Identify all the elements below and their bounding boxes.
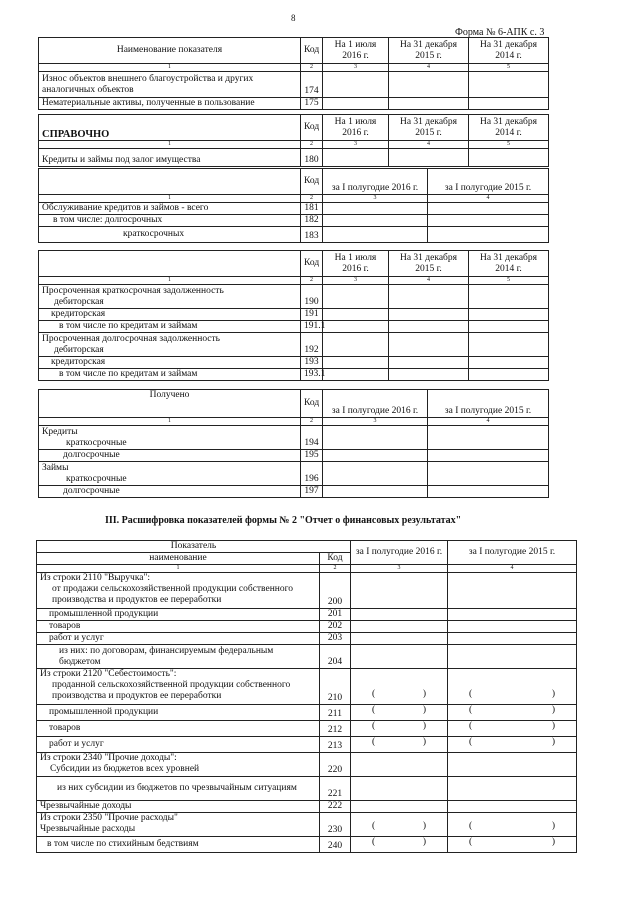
row-label: из них субсидии из бюджетов по чрезвычайным ситуациям <box>37 777 320 801</box>
table-row <box>39 227 549 243</box>
row-code: 222 <box>320 801 351 813</box>
value-cell[interactable] <box>389 309 469 321</box>
table-row <box>39 149 549 167</box>
table-row <box>37 573 577 609</box>
row-label: в том числе по кредитам и займам <box>39 321 301 333</box>
value-cell[interactable] <box>323 426 428 450</box>
value-cell[interactable] <box>389 357 469 369</box>
table-row <box>39 98 549 110</box>
row-code: 175 <box>301 98 323 110</box>
row-label <box>39 462 301 486</box>
row-code: 220 <box>320 753 351 777</box>
table-row <box>37 669 577 705</box>
row-code: 174 <box>301 72 323 98</box>
row-label: работ и услуг <box>37 737 320 753</box>
table-row <box>39 285 549 309</box>
row-sublabel: краткосрочные <box>66 438 127 448</box>
table-row <box>37 737 577 753</box>
header-col2: На 31 декабря 2015 г. <box>389 251 469 277</box>
group-title: Из строки 2110 "Выручка": <box>40 573 151 583</box>
colnum: 1 <box>39 418 301 426</box>
row-code: 210 <box>320 669 351 705</box>
value-cell[interactable] <box>323 215 428 227</box>
table-row <box>37 609 577 621</box>
table-row <box>37 753 577 777</box>
table-row <box>39 450 549 462</box>
row-label: промышленной продукции <box>37 609 320 621</box>
header-col2: за I полугодие 2015 г. <box>428 390 549 418</box>
row-code: 195 <box>301 450 323 462</box>
row-code: 193 <box>301 357 323 369</box>
table-row <box>37 801 577 813</box>
row-sublabel: Чрезвычайные расходы <box>40 824 136 834</box>
value-cell[interactable] <box>389 285 469 309</box>
row-sublabel: дебиторская <box>54 297 104 307</box>
row-code: 197 <box>301 486 323 498</box>
table-row <box>39 215 549 227</box>
header-col1: за I полугодие 2016 г. <box>323 390 428 418</box>
value-cell[interactable] <box>351 777 448 801</box>
value-cell[interactable]: ( ) <box>448 813 577 837</box>
row-sublabel: проданной сельскохозяйственной продукции собственного производства и продуктов ее переработки <box>52 680 291 701</box>
value-cell[interactable] <box>323 450 428 462</box>
value-cell[interactable]: ( ) <box>448 721 577 737</box>
colnum: 1 <box>39 64 301 72</box>
table-loan-service <box>38 168 549 243</box>
value-cell[interactable] <box>351 573 448 609</box>
value-cell[interactable] <box>323 98 389 110</box>
value-cell[interactable] <box>389 369 469 381</box>
row-label: работ и услуг <box>37 633 320 645</box>
header-col1: за I полугодие 2016 г. <box>323 169 428 195</box>
form-label: Форма № 6-АПК с. 3 <box>455 27 545 38</box>
header-indicator: Показатель <box>37 541 351 553</box>
row-label <box>39 285 301 309</box>
value-cell[interactable] <box>469 72 549 98</box>
value-cell[interactable] <box>428 215 549 227</box>
value-cell[interactable] <box>389 333 469 357</box>
value-cell[interactable]: ( ) <box>351 705 448 721</box>
row-code: 194 <box>301 426 323 450</box>
header-col1: На 1 июля 2016 г. <box>323 115 389 141</box>
header-col2: На 31 декабря 2015 г. <box>389 115 469 141</box>
table-row <box>37 705 577 721</box>
value-cell[interactable] <box>428 227 549 243</box>
value-cell[interactable] <box>428 486 549 498</box>
table-row <box>39 486 549 498</box>
value-cell[interactable] <box>351 621 448 633</box>
colnum: 3 <box>323 141 389 149</box>
row-label <box>39 426 301 450</box>
row-code: 204 <box>320 645 351 669</box>
colnum: 3 <box>323 277 389 285</box>
header-col2: за I полугодие 2015 г. <box>428 169 549 195</box>
table-row <box>39 309 549 321</box>
group-title: Кредиты <box>42 427 78 437</box>
header-code: Код <box>301 115 323 141</box>
row-sublabel: Субсидии из бюджетов всех уровней <box>50 764 200 774</box>
row-label <box>39 333 301 357</box>
table-row <box>37 721 577 737</box>
value-cell[interactable]: ( ) <box>448 705 577 721</box>
value-cell[interactable] <box>428 426 549 450</box>
row-label: в том числе по стихийным бедствиям <box>37 837 320 853</box>
row-code: 183 <box>301 227 323 243</box>
value-cell[interactable] <box>351 633 448 645</box>
row-code: 201 <box>320 609 351 621</box>
colnum: 4 <box>428 418 549 426</box>
table-row <box>39 369 549 381</box>
row-code: 180 <box>301 149 323 167</box>
header-col1: На 1 июля 2016 г. <box>323 38 389 64</box>
row-label: кредиторская <box>39 357 301 369</box>
value-cell[interactable]: ( ) <box>448 837 577 853</box>
colnum: 2 <box>301 418 323 426</box>
table-assets <box>38 37 549 110</box>
value-cell[interactable] <box>448 633 577 645</box>
value-cell[interactable] <box>469 333 549 357</box>
table-financial-results <box>36 540 577 853</box>
table-row <box>39 357 549 369</box>
row-label: промышленной продукции <box>37 705 320 721</box>
row-label: Обслуживание кредитов и займов - всего <box>39 203 301 215</box>
value-cell[interactable] <box>323 486 428 498</box>
row-code: 182 <box>301 215 323 227</box>
row-code: 212 <box>320 721 351 737</box>
value-cell[interactable] <box>323 357 389 369</box>
header-name: наименование <box>37 553 320 565</box>
header-col3: На 31 декабря 2014 г. <box>469 115 549 141</box>
group-title: Просроченная краткосрочная задолженность <box>42 286 224 296</box>
row-label: в том числе: долгосрочных <box>39 215 301 227</box>
value-cell[interactable] <box>448 645 577 669</box>
colnum: 5 <box>469 64 549 72</box>
section-reference-title: СПРАВОЧНО <box>39 115 301 141</box>
header-col3: На 31 декабря 2014 г. <box>469 251 549 277</box>
value-cell[interactable] <box>323 72 389 98</box>
table-reference <box>38 114 549 167</box>
value-cell[interactable]: ( ) <box>351 669 448 705</box>
row-sublabel: от продажи сельскохозяйственной продукции собственного производства и продуктов ее переработки <box>52 584 294 605</box>
value-cell[interactable] <box>323 203 428 215</box>
value-cell[interactable] <box>469 321 549 333</box>
colnum: 3 <box>351 565 448 573</box>
table-overdue-debt <box>38 250 549 381</box>
colnum: 1 <box>39 277 301 285</box>
row-label: из них: по договорам, финансируемым федеральным бюджетом <box>37 645 320 669</box>
table-row <box>37 621 577 633</box>
colnum: 3 <box>323 195 428 203</box>
table-row <box>39 426 549 450</box>
header-code: Код <box>301 169 323 195</box>
row-code: 202 <box>320 621 351 633</box>
value-cell[interactable] <box>351 645 448 669</box>
value-cell[interactable]: ( ) <box>351 737 448 753</box>
row-label <box>37 669 320 705</box>
header-name: Наименование показателя <box>39 38 301 64</box>
value-cell[interactable] <box>469 357 549 369</box>
colnum: 4 <box>389 64 469 72</box>
row-label: Кредиты и займы под залог имущества <box>39 149 301 167</box>
header-code: Код <box>320 553 351 565</box>
value-cell[interactable] <box>323 309 389 321</box>
colnum: 1 <box>39 195 301 203</box>
group-title: Из строки 2120 "Себестоимость": <box>40 669 177 679</box>
value-cell[interactable] <box>351 801 448 813</box>
header-name-empty <box>39 251 301 277</box>
row-label: краткосрочных <box>39 227 301 243</box>
header-name: Получено <box>39 390 301 418</box>
value-cell[interactable] <box>469 285 549 309</box>
colnum: 4 <box>428 195 549 203</box>
value-cell[interactable] <box>323 149 389 167</box>
colnum: 2 <box>320 565 351 573</box>
header-code: Код <box>301 251 323 277</box>
colnum: 2 <box>301 195 323 203</box>
value-cell[interactable] <box>351 753 448 777</box>
colnum: 4 <box>389 277 469 285</box>
header-col2: за I полугодие 2015 г. <box>448 541 577 565</box>
row-code: 213 <box>320 737 351 753</box>
table-row <box>39 203 549 215</box>
row-code: 230 <box>320 813 351 837</box>
table-received <box>38 389 549 498</box>
table-row <box>37 633 577 645</box>
value-cell[interactable] <box>323 333 389 357</box>
value-cell[interactable]: ( ) <box>351 721 448 737</box>
colnum: 1 <box>37 565 320 573</box>
table-row <box>37 837 577 853</box>
colnum: 2 <box>301 64 323 72</box>
value-cell[interactable] <box>448 621 577 633</box>
row-code: 191.1 <box>301 321 323 333</box>
value-cell[interactable] <box>448 573 577 609</box>
row-label <box>37 573 320 609</box>
colnum: 3 <box>323 64 389 72</box>
value-cell[interactable] <box>448 609 577 621</box>
value-cell[interactable] <box>448 753 577 777</box>
row-code: 181 <box>301 203 323 215</box>
value-cell[interactable] <box>469 149 549 167</box>
header-col1: за I полугодие 2016 г. <box>351 541 448 565</box>
value-cell[interactable] <box>448 777 577 801</box>
page-number: 8 <box>291 13 296 23</box>
row-label: товаров <box>37 621 320 633</box>
table-row <box>39 321 549 333</box>
value-cell[interactable] <box>428 203 549 215</box>
row-label: Износ объектов внешнего благоустройства и других аналогичных объектов <box>39 72 301 98</box>
value-cell[interactable] <box>323 227 428 243</box>
value-cell[interactable]: ( ) <box>351 813 448 837</box>
header-col1: На 1 июля 2016 г. <box>323 251 389 277</box>
value-cell[interactable] <box>323 462 428 486</box>
header-col3: На 31 декабря 2014 г. <box>469 38 549 64</box>
value-cell[interactable] <box>389 321 469 333</box>
group-title: Из строки 2350 "Прочие расходы" <box>40 813 178 823</box>
value-cell[interactable] <box>428 450 549 462</box>
row-label: кредиторская <box>39 309 301 321</box>
header-col2: На 31 декабря 2015 г. <box>389 38 469 64</box>
colnum: 1 <box>39 141 301 149</box>
row-label: Нематериальные активы, полученные в пользование <box>39 98 301 110</box>
colnum: 5 <box>469 141 549 149</box>
row-label: товаров <box>37 721 320 737</box>
value-cell[interactable] <box>469 369 549 381</box>
table-row <box>39 462 549 486</box>
row-label <box>37 813 320 837</box>
row-label: в том числе по кредитам и займам <box>39 369 301 381</box>
value-cell[interactable]: ( ) <box>448 669 577 705</box>
value-cell[interactable] <box>323 285 389 309</box>
header-code: Код <box>301 38 323 64</box>
row-label <box>37 753 320 777</box>
section-3-title: III. Расшифровка показателей формы № 2 "Отчет о финансовых результатах" <box>105 515 462 526</box>
value-cell[interactable]: ( ) <box>448 737 577 753</box>
header-code: Код <box>301 390 323 418</box>
value-cell[interactable] <box>323 369 389 381</box>
value-cell[interactable] <box>448 801 577 813</box>
table-row <box>37 645 577 669</box>
row-code: 190 <box>301 285 323 309</box>
row-code: 192 <box>301 333 323 357</box>
value-cell[interactable] <box>389 72 469 98</box>
value-cell[interactable] <box>351 609 448 621</box>
row-label: долгосрочные <box>39 450 301 462</box>
row-code: 196 <box>301 462 323 486</box>
row-sublabel: дебиторская <box>54 345 104 355</box>
table-row <box>37 777 577 801</box>
row-label: Чрезвычайные доходы <box>37 801 320 813</box>
colnum: 3 <box>323 418 428 426</box>
row-label: долгосрочные <box>39 486 301 498</box>
colnum: 4 <box>389 141 469 149</box>
row-code: 240 <box>320 837 351 853</box>
table-row <box>37 813 577 837</box>
group-title: Просроченная долгосрочная задолженность <box>42 334 221 344</box>
table-row <box>39 72 549 98</box>
row-code: 200 <box>320 573 351 609</box>
colnum: 2 <box>301 141 323 149</box>
row-code: 193.1 <box>301 369 323 381</box>
group-title: Займы <box>42 463 69 473</box>
colnum: 4 <box>448 565 577 573</box>
value-cell[interactable] <box>389 98 469 110</box>
value-cell[interactable] <box>469 98 549 110</box>
row-code: 203 <box>320 633 351 645</box>
group-title: Из строки 2340 "Прочие доходы": <box>40 753 177 763</box>
value-cell[interactable] <box>428 462 549 486</box>
colnum: 5 <box>469 277 549 285</box>
value-cell[interactable]: ( ) <box>351 837 448 853</box>
table-row <box>39 333 549 357</box>
value-cell[interactable] <box>469 309 549 321</box>
row-sublabel: краткосрочные <box>66 474 127 484</box>
header-name-empty <box>39 169 301 195</box>
row-code: 191 <box>301 309 323 321</box>
value-cell[interactable] <box>323 321 389 333</box>
row-code: 211 <box>320 705 351 721</box>
colnum: 2 <box>301 277 323 285</box>
row-code: 221 <box>320 777 351 801</box>
value-cell[interactable] <box>389 149 469 167</box>
